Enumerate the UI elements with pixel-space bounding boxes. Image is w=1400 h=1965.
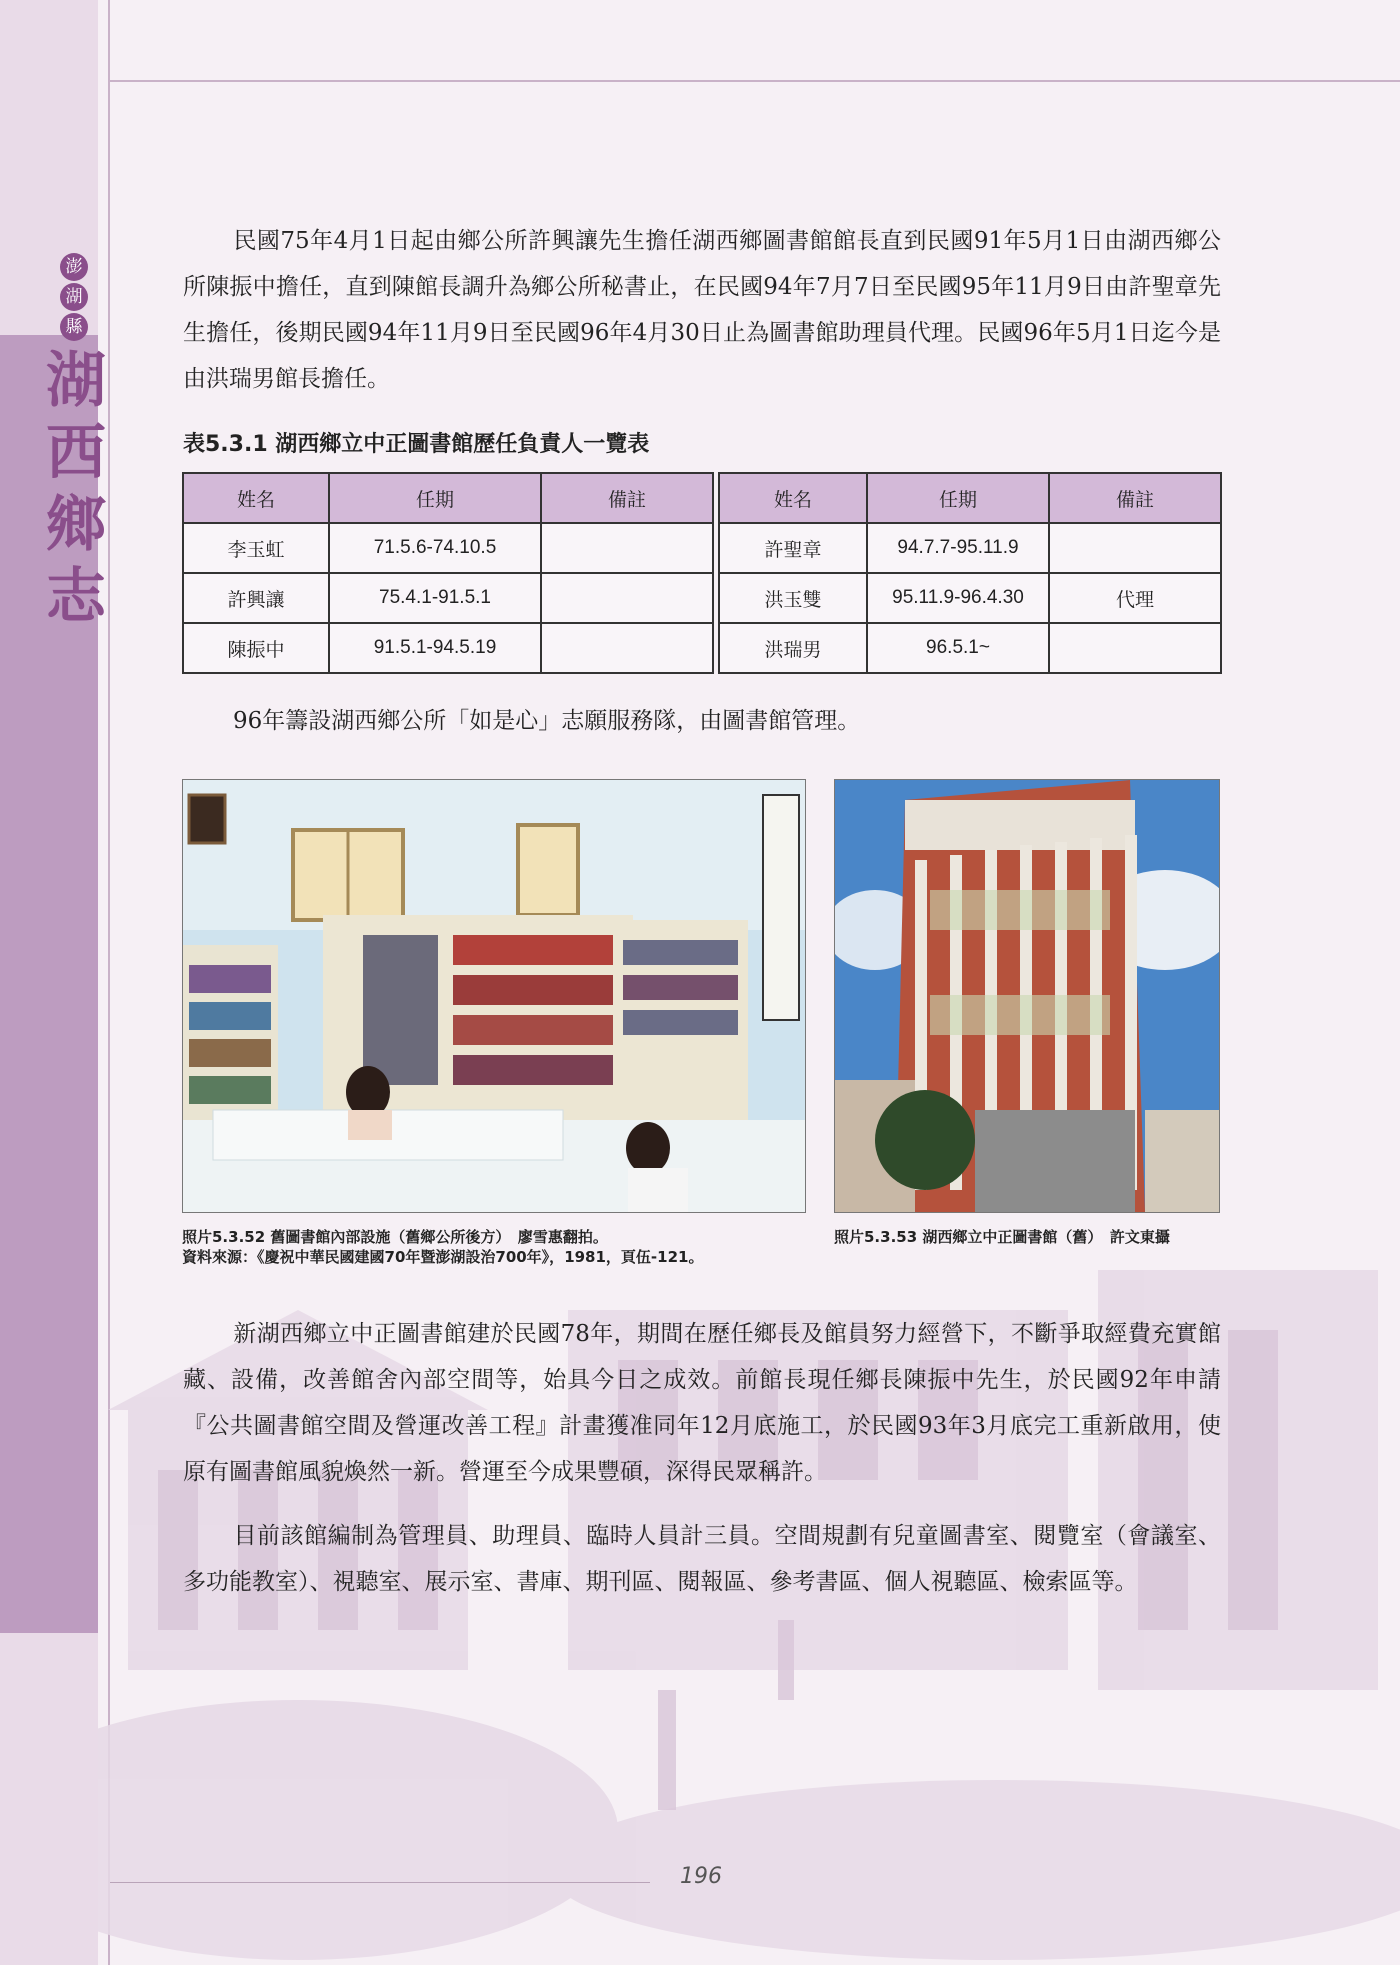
header-term: 任期 <box>329 473 541 523</box>
cell-note <box>1049 523 1221 573</box>
header-name: 姓名 <box>719 473 867 523</box>
table-row <box>719 573 1221 623</box>
cell-term: 71.5.6-74.10.5 <box>329 523 541 573</box>
paragraph-4: 目前該館編制為管理員、助理員、臨時人員計三員。空間規劃有兒童圖書室、閱覽室（會議室、多功能教室）、視聽室、展示室、書庫、期刊區、閱報區、參考書區、個人視聽區、檢索區等。 <box>183 1523 1221 1595</box>
photo-2-caption: 照片5.3.53 湖西鄉立中正圖書館（舊） 許文東攝 <box>834 1228 1170 1246</box>
table-row <box>183 573 713 623</box>
cell-note: 代理 <box>1049 573 1221 623</box>
paragraph-4-block <box>183 1513 1221 1605</box>
paragraph-1: 民國75年4月1日起由鄉公所許興讓先生擔任湖西鄉圖書館館長直到民國91年5月1日由湖西鄉公所陳振中擔任，直到陳館長調升為鄉公所秘書止，在民國94年7月7日至民國95年11月9日由許聖章先生擔任，後期民國94年11月9日至民國96年4月30日止為圖書館助理員代理。民國96年5月1日迄今是由洪瑞男館長擔任。 <box>183 228 1221 392</box>
header-note: 備註 <box>541 473 713 523</box>
book-title-vertical <box>46 345 106 633</box>
library-interior-image <box>183 780 805 1212</box>
footer-rule <box>110 1882 650 1883</box>
paragraph-1-block <box>183 218 1221 402</box>
cell-term: 94.7.7-95.11.9 <box>867 523 1049 573</box>
leaders-table-right <box>718 472 1222 674</box>
cell-term: 96.5.1~ <box>867 623 1049 673</box>
paragraph-2-block <box>183 698 1221 744</box>
book-title-char: 鄉 <box>46 490 106 560</box>
header-note: 備註 <box>1049 473 1221 523</box>
photo-1-caption <box>182 1227 703 1267</box>
paragraph-2: 96年籌設湖西鄉公所「如是心」志願服務隊，由圖書館管理。 <box>233 708 861 734</box>
cell-note <box>1049 623 1221 673</box>
leaders-table-left <box>182 472 714 674</box>
header-rule <box>108 80 1400 82</box>
county-char: 湖 <box>60 283 88 311</box>
table-header-row <box>183 473 713 523</box>
book-title-char: 西 <box>46 418 106 488</box>
cell-name: 洪玉雙 <box>719 573 867 623</box>
cell-name: 許聖章 <box>719 523 867 573</box>
paragraph-3: 新湖西鄉立中正圖書館建於民國78年，期間在歷任鄉長及館員努力經營下，不斷爭取經費充實館藏、設備，改善館舍內部空間等，始具今日之成效。前館長現任鄉長陳振中先生，於民國92年申請『公共圖書館空間及營運改善工程』計畫獲准同年12月底施工，於民國93年3月底完工重新啟用，使原有圖書館風貌煥然一新。營運至今成果豐碩，深得民眾稱許。 <box>183 1321 1221 1485</box>
cell-term: 91.5.1-94.5.19 <box>329 623 541 673</box>
cell-name: 李玉虹 <box>183 523 329 573</box>
paragraph-3-block <box>183 1311 1221 1495</box>
cell-term: 75.4.1-91.5.1 <box>329 573 541 623</box>
cell-note <box>541 523 713 573</box>
photo-1-caption-line1: 照片5.3.52 舊圖書館內部設施（舊鄉公所後方） 廖雪惠翻拍。 <box>182 1228 608 1246</box>
header-name: 姓名 <box>183 473 329 523</box>
cell-name: 許興讓 <box>183 573 329 623</box>
photo-1-caption-line2: 資料來源：《慶祝中華民國建國70年暨澎湖設治700年》，1981，頁伍-121。 <box>182 1248 704 1266</box>
cell-note <box>541 623 713 673</box>
table-header-row <box>719 473 1221 523</box>
page-number: 196 <box>680 1864 722 1889</box>
cell-note <box>541 573 713 623</box>
cell-name: 洪瑞男 <box>719 623 867 673</box>
photo-library-exterior <box>834 779 1220 1213</box>
table-row <box>719 623 1221 673</box>
header-term: 任期 <box>867 473 1049 523</box>
library-exterior-image <box>835 780 1219 1212</box>
table-row <box>719 523 1221 573</box>
photo-library-interior <box>182 779 806 1213</box>
cell-term: 95.11.9-96.4.30 <box>867 573 1049 623</box>
cell-name: 陳振中 <box>183 623 329 673</box>
table-title: 表5.3.1 湖西鄉立中正圖書館歷任負責人一覽表 <box>183 432 650 457</box>
table-row <box>183 623 713 673</box>
county-char: 縣 <box>60 313 88 341</box>
county-label <box>60 253 90 343</box>
table-row <box>183 523 713 573</box>
book-title-char: 湖 <box>46 346 106 416</box>
county-char: 澎 <box>60 253 88 281</box>
book-title-char: 志 <box>46 562 106 632</box>
